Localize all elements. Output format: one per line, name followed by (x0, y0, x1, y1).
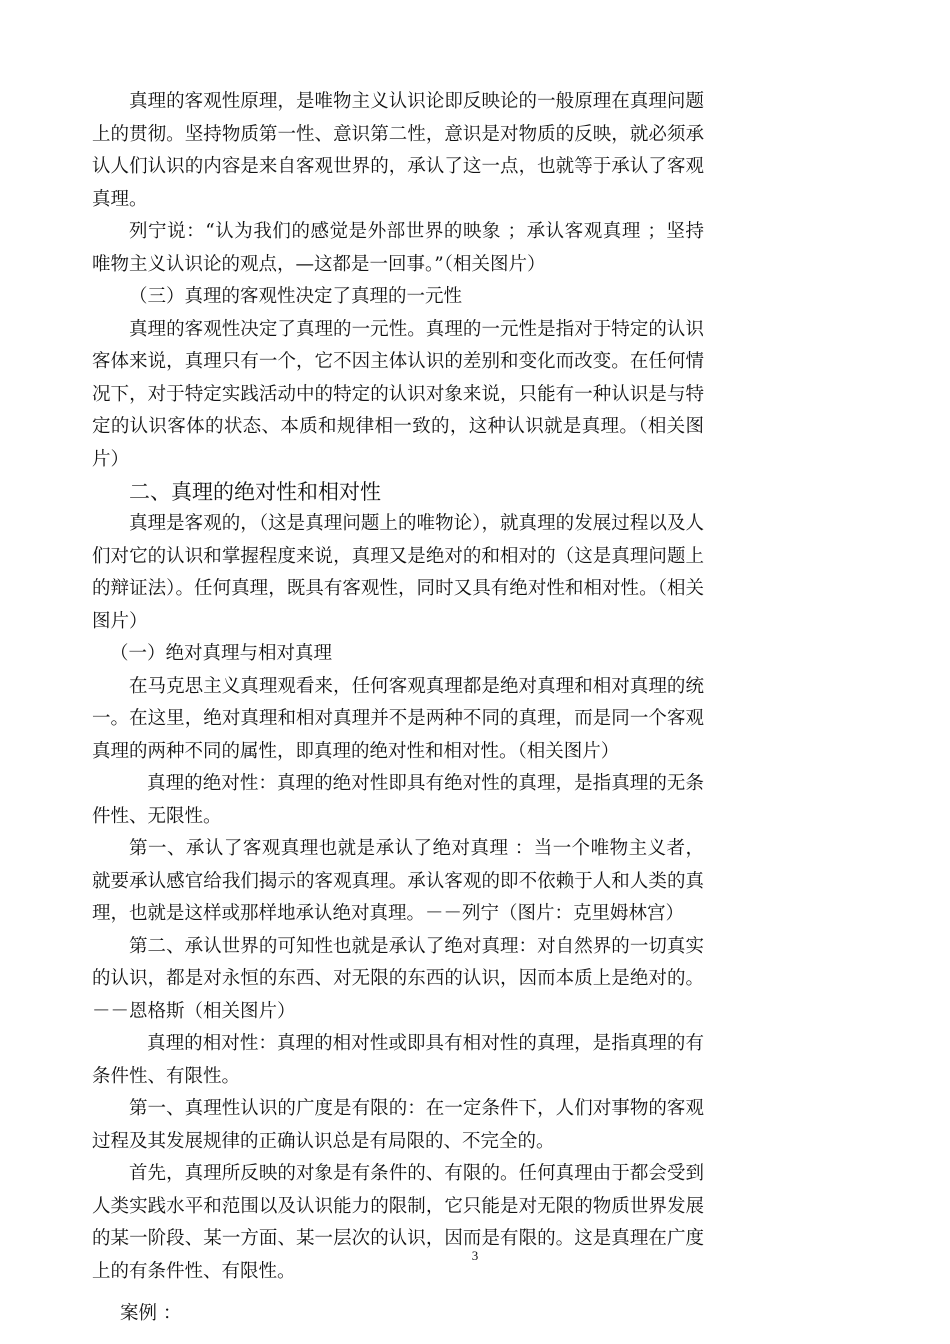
paragraph-absoluteness-first: 第一、承认了客观真理也就是承认了绝对真理 ：当一个唯物主义者，就要承认感官给我们揭示的客观真理。承认客观的即不依赖于人和人类的真理，也就是这样或那样地承认绝对真理。－－列宁（图片：克里姆林宫） (92, 838, 704, 924)
paragraph-absoluteness-definition: 真理的绝对性：真理的绝对性即具有绝对性的真理，是指真理的无条件性、无限性。 (92, 773, 704, 827)
subheading-absolute-relative-truth: （一）绝对真理与相对真理 (110, 643, 333, 664)
paragraph-relativity-scope: 首先，真理所反映的对象是有条件的、有限的。任何真理由于都会受到人类实践水平和范围以及认识能力的限制，它只能是对无限的物质世界发展的某一阶段、某一方面、某一层次的认识，因而是有限的。这是真理在广度上的有条件性、有限性。 (92, 1163, 704, 1282)
paragraph-truth-uniqueness: 真理的客观性决定了真理的一元性。真理的一元性是指对于特定的认识客体来说，真理只有一个，它不因主体认识的差别和变化而改变。在任何情况下，对于特定实践活动中的特定的认识对象来说，只能有一种认识是与特定的认识客体的状态、本质和规律相一致的，这种认识就是真理。（相关图片） (92, 318, 704, 470)
paragraph-marxist-truth-view: 在马克思主义真理观看来，任何客观真理都是绝对真理和相对真理的统一。在这里，绝对真理和相对真理并不是两种不同的真理，而是同一个客观真理的两种不同的属性，即真理的绝对性和相对性。（相关图片） (92, 675, 704, 762)
page-body (92, 86, 704, 1331)
paragraph-relativity-first: 第一、真理性认识的广度是有限的：在一定条件下，人们对事物的客观过程及其发展规律的正确认识总是有局限的、不完全的。 (92, 1098, 704, 1152)
case-label: 案例 ： (120, 1303, 182, 1324)
paragraph-truth-dialectics: 真理是客观的，（这是真理问题上的唯物论），就真理的发展过程以及人们对它的认识和掌握程度来说，真理又是绝对的和相对的（这是真理问题上的辩证法）。任何真理，既具有客观性，同时又具有绝对性和相对性。（相关图片） (92, 513, 704, 632)
section-heading-absolute-relative: 二、真理的绝对性和相对性 (129, 480, 381, 504)
subheading-truth-uniqueness: （三）真理的客观性决定了真理的一元性 (129, 286, 463, 307)
page-number: 3 (471, 1248, 479, 1263)
paragraph-lenin-quote: 列宁说：“认为我们的感觉是外部世界的映象 ；承认客观真理 ；坚持唯物主义认识论的观点，—这都是一回事。”（相关图片） (92, 221, 704, 275)
paragraph-relativity-definition: 真理的相对性：真理的相对性或即具有相对性的真理，是指真理的有条件性、有限性。 (92, 1033, 704, 1087)
paragraph-absoluteness-second: 第二、承认世界的可知性也就是承认了绝对真理：对自然界的一切真实的认识，都是对永恒的东西、对无限的东西的认识，因而本质上是绝对的。－－恩格斯（相关图片） (92, 935, 704, 1022)
paragraph-objectivity-principle: 真理的客观性原理，是唯物主义认识论即反映论的一般原理在真理问题上的贯彻。坚持物质第一性、意识第二性，意识是对物质的反映，就必须承认人们认识的内容是来自客观世界的，承认了这一点，也就等于承认了客观真理。 (92, 91, 704, 210)
